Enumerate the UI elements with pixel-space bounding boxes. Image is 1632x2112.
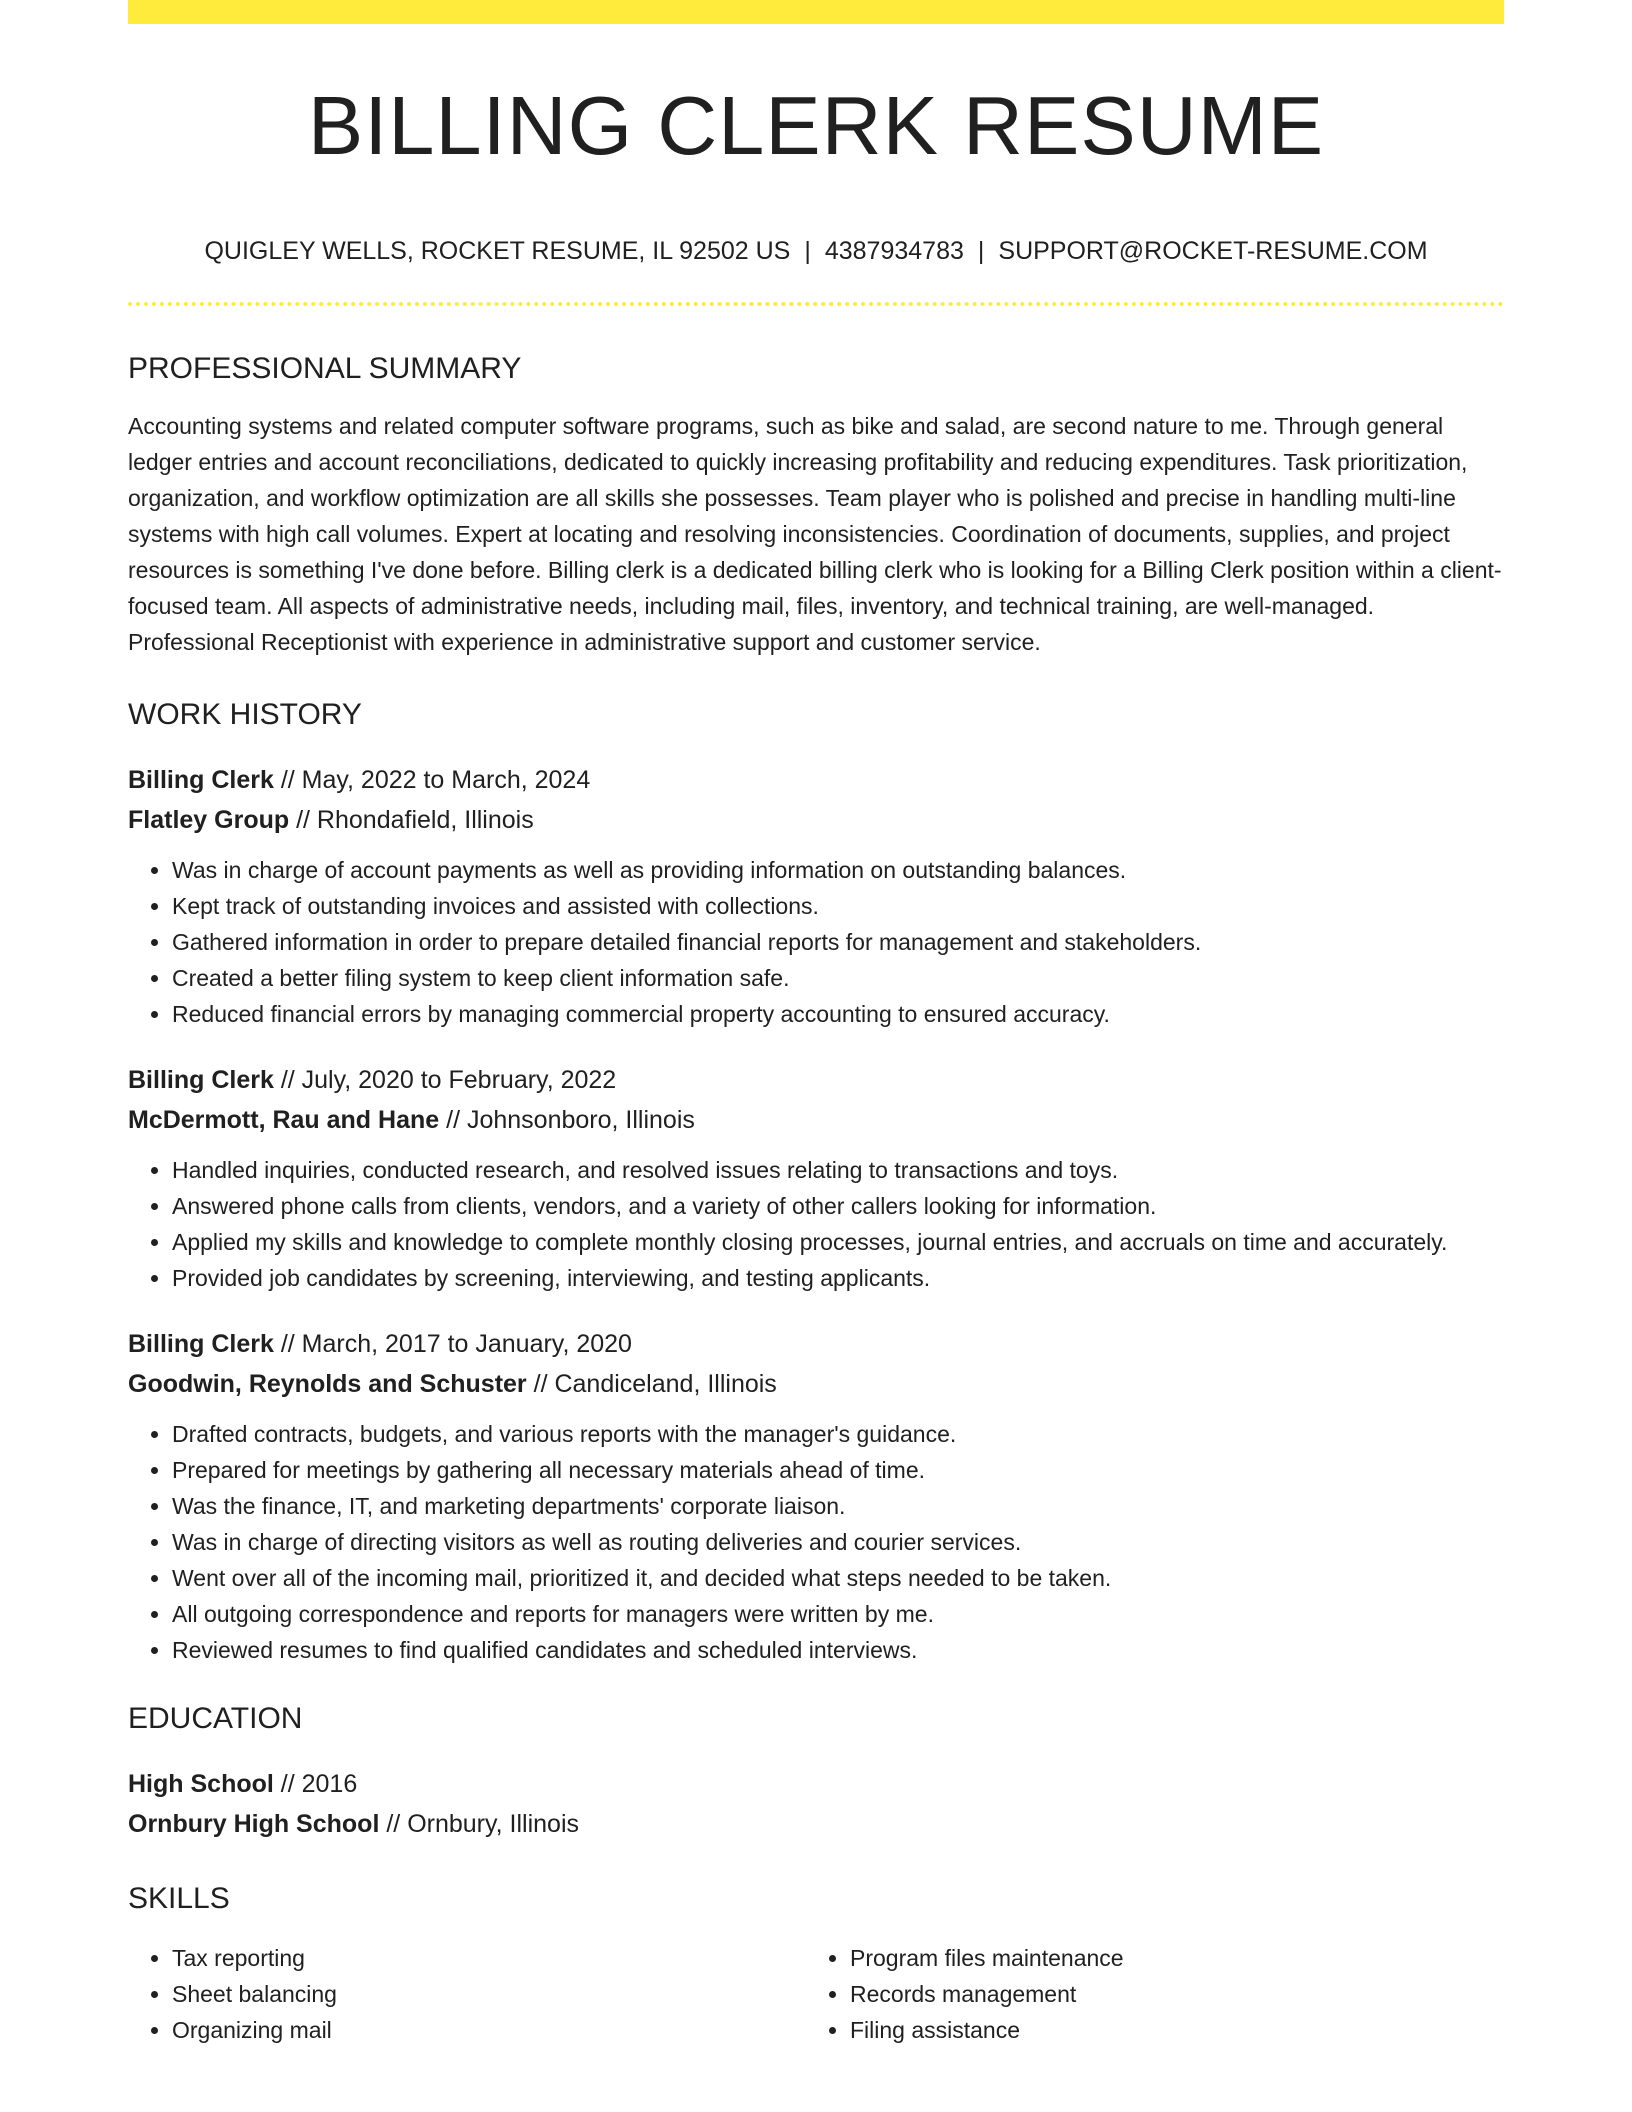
education-year: // 2016 (273, 1770, 358, 1798)
job-title-line (128, 1060, 1504, 1100)
skills-heading: SKILLS (128, 1882, 230, 1915)
contact-line (128, 239, 1504, 264)
list-item: • Created a better filing system to keep client information safe. (172, 960, 1504, 996)
job-bullets (128, 1152, 1504, 1296)
job-entry (128, 1324, 1504, 1668)
job-dates: // May, 2022 to March, 2024 (273, 766, 591, 794)
skill-item: • Filing assistance (850, 2012, 1484, 2048)
job-bullets (128, 1416, 1504, 1668)
contact-address: QUIGLEY WELLS, ROCKET RESUME, IL 92502 US (204, 237, 791, 265)
resume-title: BILLING CLERK RESUME (307, 79, 1325, 172)
skills-list (128, 1940, 806, 2048)
list-item: • Prepared for meetings by gathering all necessary materials ahead of time. (172, 1452, 1504, 1488)
list-item: • Applied my skills and knowledge to complete monthly closing processes, journal entries, and accruals on time and accurately. (172, 1224, 1504, 1260)
list-item: • Drafted contracts, budgets, and various reports with the manager's guidance. (172, 1416, 1504, 1452)
education-school-line (128, 1804, 1504, 1844)
skill-item: • Program files maintenance (850, 1940, 1484, 1976)
skills-grid (128, 1940, 1504, 2048)
list-item: • Handled inquiries, conducted research, and resolved issues relating to transactions and toys. (172, 1152, 1504, 1188)
summary-text: Accounting systems and related computer software programs, such as bike and salad, are second nature to me. Through general ledger entries and account reconciliations, dedicated to quickly increasing profitability and reducing expenditures. Task prioritization, organization, and workflow optimization are all skills she possesses. Team player who is polished and precise in handling multi-line systems with high call volumes. Expert at locating and resolving inconsistencies. Coordination of documents, supplies, and project resources is something I've done before. Billing clerk is a dedicated billing clerk who is looking for a Billing Clerk position within a client-focused team. All aspects of administrative needs, including mail, files, inventory, and technical training, are well-managed. Professional Receptionist with experience in administrative support and customer service. (128, 413, 1502, 655)
contact-separator: | (804, 237, 811, 265)
resume-page (128, 0, 1504, 2048)
job-location: // Johnsonboro, Illinois (439, 1106, 695, 1134)
list-item: • Was in charge of account payments as well as providing information on outstanding balances. (172, 852, 1504, 888)
list-item: • Answered phone calls from clients, vendors, and a variety of other callers looking for information. (172, 1188, 1504, 1224)
job-company-line (128, 1364, 1504, 1404)
job-entry (128, 760, 1504, 1032)
education-location: // Ornbury, Illinois (379, 1810, 580, 1838)
skills-column-right (806, 1940, 1484, 2048)
skill-item: • Organizing mail (172, 2012, 806, 2048)
education-school: Ornbury High School (128, 1810, 380, 1838)
job-dates: // July, 2020 to February, 2022 (273, 1066, 617, 1094)
list-item: • Reviewed resumes to find qualified candidates and scheduled interviews. (172, 1632, 1504, 1668)
contact-email: SUPPORT@ROCKET-RESUME.COM (998, 237, 1428, 265)
skill-item: • Sheet balancing (172, 1976, 806, 2012)
job-dates: // March, 2017 to January, 2020 (273, 1330, 632, 1358)
education-heading: EDUCATION (128, 1702, 303, 1735)
job-company: Goodwin, Reynolds and Schuster (128, 1370, 527, 1398)
contact-phone: 4387934783 (824, 237, 964, 265)
job-company-line (128, 800, 1504, 840)
list-item: • Went over all of the incoming mail, prioritized it, and decided what steps needed to be taken. (172, 1560, 1504, 1596)
job-role: Billing Clerk (128, 766, 274, 794)
job-title-line (128, 760, 1504, 800)
contact-separator: | (977, 237, 985, 265)
list-item: • All outgoing correspondence and reports for managers were written by me. (172, 1596, 1504, 1632)
job-entry (128, 1060, 1504, 1296)
job-bullets (128, 852, 1504, 1032)
job-company-line (128, 1100, 1504, 1140)
job-company: Flatley Group (128, 806, 290, 834)
list-item: • Kept track of outstanding invoices and assisted with collections. (172, 888, 1504, 924)
list-item: • Reduced financial errors by managing commercial property accounting to ensured accuracy. (172, 996, 1504, 1032)
summary-heading: PROFESSIONAL SUMMARY (128, 352, 522, 385)
education-degree: High School (128, 1770, 274, 1798)
work-history-heading: WORK HISTORY (128, 698, 362, 731)
job-location: // Candiceland, Illinois (526, 1370, 777, 1398)
job-role: Billing Clerk (128, 1330, 274, 1358)
skills-column-left (128, 1940, 806, 2048)
job-title-line (128, 1324, 1504, 1364)
skill-item: • Tax reporting (172, 1940, 806, 1976)
list-item: • Was the finance, IT, and marketing departments' corporate liaison. (172, 1488, 1504, 1524)
list-item: • Provided job candidates by screening, interviewing, and testing applicants. (172, 1260, 1504, 1296)
skills-list (806, 1940, 1484, 2048)
job-location: // Rhondafield, Illinois (289, 806, 534, 834)
job-company: McDermott, Rau and Hane (128, 1106, 440, 1134)
skill-item: • Records management (850, 1976, 1484, 2012)
education-entry (128, 1764, 1504, 1844)
list-item: • Was in charge of directing visitors as well as routing deliveries and courier services. (172, 1524, 1504, 1560)
job-role: Billing Clerk (128, 1066, 274, 1094)
education-degree-line (128, 1764, 1504, 1804)
list-item: • Gathered information in order to prepare detailed financial reports for management and stakeholders. (172, 924, 1504, 960)
dotted-divider (128, 302, 1504, 306)
top-accent-bar (128, 0, 1504, 24)
